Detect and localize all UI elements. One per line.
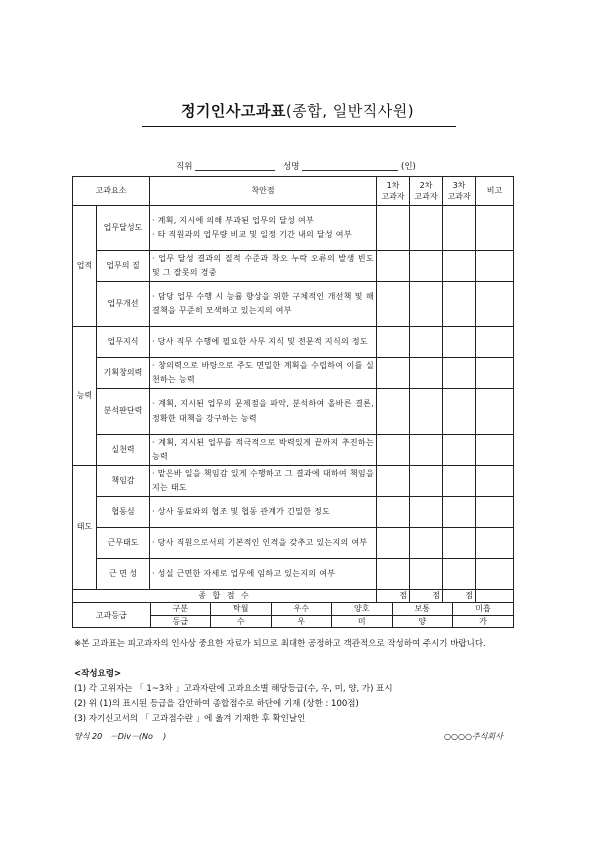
table-header-row: [73, 177, 514, 206]
total-row: [73, 590, 514, 603]
rater1-grade-cell[interactable]: [377, 497, 410, 528]
rater3-grade-cell[interactable]: [443, 251, 476, 282]
rater3-grade-cell[interactable]: [443, 358, 476, 389]
category-cell: 능력: [73, 327, 97, 466]
element-name: 책임감: [97, 466, 150, 497]
guide-item: (1) 각 고위자는 「 1~3차 」고과자란에 고과요소별 해당등급(수, 우, 미, 양, 가) 표시: [74, 684, 393, 694]
remarks-cell[interactable]: [476, 528, 514, 559]
header-rater3: 3차 고과자: [443, 177, 476, 206]
rater2-grade-cell[interactable]: [410, 282, 443, 327]
rater2-grade-cell[interactable]: [410, 327, 443, 358]
name-field[interactable]: [302, 161, 398, 171]
criteria-text: · 상사 동료와의 협조 및 협동 관계가 긴밀한 정도: [150, 497, 377, 528]
criteria-text: · 창의력으로 바탕으로 주도 면밀한 계획을 수립하여 이를 실천하는 능력: [150, 358, 377, 389]
total-score-rater1[interactable]: 점: [377, 590, 410, 603]
rater3-grade-cell[interactable]: [443, 497, 476, 528]
rater2-grade-cell[interactable]: [410, 528, 443, 559]
remarks-cell[interactable]: [476, 206, 514, 251]
remarks-cell[interactable]: [476, 389, 514, 435]
element-name: 업무지식: [97, 327, 150, 358]
criteria-row: [73, 559, 514, 590]
grade-level: 양호: [332, 603, 393, 615]
grade-level: 우수: [271, 603, 332, 615]
grade-value: 우: [271, 615, 332, 627]
rater1-grade-cell[interactable]: [377, 466, 410, 497]
grade-level: 미흡: [453, 603, 514, 615]
title-underline: [142, 126, 456, 127]
element-name: 기획창의력: [97, 358, 150, 389]
rater1-grade-cell[interactable]: [377, 358, 410, 389]
total-label: 종 합 점 수: [73, 590, 377, 603]
header-rater1: 1차 고과자: [377, 177, 410, 206]
grade-grade-header: 등급: [150, 615, 211, 627]
criteria-text: · 맡은바 일을 책임감 있게 수행하고 그 결과에 대하여 책임을 지는 태도: [150, 466, 377, 497]
element-name: 분석판단력: [97, 389, 150, 435]
rater2-grade-cell[interactable]: [410, 497, 443, 528]
page-title: [0, 100, 595, 121]
criteria-row: [73, 251, 514, 282]
criteria-row: [73, 528, 514, 559]
rater1-grade-cell[interactable]: [377, 206, 410, 251]
rater1-grade-cell[interactable]: [377, 389, 410, 435]
criteria-text: · 계획, 지시된 업무를 적극적으로 박력있게 끝까지 추진하는 능력: [150, 435, 377, 466]
rater2-grade-cell[interactable]: [410, 466, 443, 497]
grade-table-cell: [73, 603, 514, 628]
rater3-grade-cell[interactable]: [443, 466, 476, 497]
total-remarks[interactable]: [476, 590, 514, 603]
rater2-grade-cell[interactable]: [410, 389, 443, 435]
evaluation-table: [72, 176, 514, 628]
rater1-grade-cell[interactable]: [377, 327, 410, 358]
rater3-grade-cell[interactable]: [443, 528, 476, 559]
criteria-text: · 계획, 지시에 의해 부과된 업무의 달성 여부 · 타 직원과의 업무량 비교 및 일정 기간 내의 달성 여부: [150, 206, 377, 251]
criteria-row: [73, 389, 514, 435]
grade-level: 보통: [392, 603, 453, 615]
title-sub: (종합, 일반직사원): [285, 102, 415, 120]
rater2-grade-cell[interactable]: [410, 559, 443, 590]
remarks-cell[interactable]: [476, 251, 514, 282]
element-name: 업무달성도: [97, 206, 150, 251]
criteria-text: · 당사 직무 수행에 필요한 사무 지식 및 전문적 지식의 정도: [150, 327, 377, 358]
criteria-text: · 당사 직원으로서의 기본적인 인격을 갖추고 있는지의 여부: [150, 528, 377, 559]
rater3-grade-cell[interactable]: [443, 559, 476, 590]
seal-label: (인): [401, 162, 416, 172]
total-score-rater3[interactable]: 점: [443, 590, 476, 603]
rater3-grade-cell[interactable]: [443, 282, 476, 327]
grade-value: 미: [332, 615, 393, 627]
element-name: 업무의 질: [97, 251, 150, 282]
title-main: 정기인사고과표: [180, 102, 286, 120]
rater2-grade-cell[interactable]: [410, 206, 443, 251]
name-label: 성명: [283, 162, 300, 172]
grade-value: 가: [479, 616, 487, 626]
header-remarks: 비고: [476, 177, 514, 206]
grade-table-row: [73, 603, 514, 628]
grade-value: 양: [392, 615, 453, 627]
header-element: 고과요소: [73, 177, 150, 206]
criteria-row: [73, 206, 514, 251]
element-name: 협동심: [97, 497, 150, 528]
criteria-row: [73, 282, 514, 327]
criteria-row: [73, 497, 514, 528]
position-field[interactable]: [195, 161, 275, 171]
header-focus: 착안점: [150, 177, 377, 206]
guide-item: (3) 자기신고서의 「 고과점수란 」에 옮겨 기재한 후 확인날인: [74, 714, 306, 724]
grade-label: 고과등급: [73, 603, 150, 627]
rater2-grade-cell[interactable]: [410, 435, 443, 466]
total-score-rater2[interactable]: 점: [410, 590, 443, 603]
remarks-cell[interactable]: [476, 358, 514, 389]
position-label: 직위: [176, 162, 193, 172]
remarks-cell[interactable]: [476, 559, 514, 590]
remarks-cell[interactable]: [476, 327, 514, 358]
criteria-text: · 담당 업무 수행 시 능률 향상을 위한 구체적인 개선책 및 해결책을 꾸준히 모색하고 있는지의 여부: [150, 282, 377, 327]
grade-table: [73, 603, 513, 627]
criteria-row: [73, 327, 514, 358]
grade-level: 탁월: [211, 603, 272, 615]
company-name: ○○○○주식회사: [444, 732, 503, 741]
guide-title: <작성요령>: [74, 669, 122, 679]
remarks-cell[interactable]: [476, 497, 514, 528]
rater3-grade-cell[interactable]: [443, 206, 476, 251]
element-name: 업무개선: [97, 282, 150, 327]
rater1-grade-cell[interactable]: [377, 282, 410, 327]
remarks-cell[interactable]: [476, 282, 514, 327]
criteria-text: · 계획, 지시된 업무의 문제점을 파악, 분석하여 올바른 결론, 정확한 대책을 강구하는 능력: [150, 389, 377, 435]
rater1-grade-cell[interactable]: [377, 251, 410, 282]
element-name: 실천력: [97, 435, 150, 466]
rater2-grade-cell[interactable]: [410, 251, 443, 282]
element-name: 근무태도: [97, 528, 150, 559]
warning-note: ※본 고과표는 피고과자의 인사상 중요한 자료가 되므로 최대한 공정하고 객관적으로 작성하여 주시기 바랍니다.: [74, 639, 486, 649]
header-rater2: 2차 고과자: [410, 177, 443, 206]
grade-level-header: 구분: [150, 603, 211, 615]
rater1-grade-cell[interactable]: [377, 528, 410, 559]
rater3-grade-cell[interactable]: [443, 389, 476, 435]
rater2-grade-cell[interactable]: [410, 358, 443, 389]
element-name: 근 면 성: [97, 559, 150, 590]
rater3-grade-cell[interactable]: [443, 327, 476, 358]
rater1-grade-cell[interactable]: [377, 435, 410, 466]
category-cell: 태도: [73, 466, 97, 590]
remarks-cell[interactable]: [476, 435, 514, 466]
form-number: 양식 20 －Div－(No ): [74, 732, 167, 741]
remarks-cell[interactable]: [476, 466, 514, 497]
criteria-text: · 업무 달성 결과의 질적 수준과 착오 누락 오류의 발생 빈도 및 그 잘못의 경중: [150, 251, 377, 282]
rater3-grade-cell[interactable]: [443, 435, 476, 466]
criteria-row: [73, 435, 514, 466]
rater1-grade-cell[interactable]: [377, 559, 410, 590]
criteria-text: · 성실 근면한 자세로 업무에 임하고 있는지의 여부: [150, 559, 377, 590]
guide-item: (2) 위 (1)의 표시된 등급을 감안하여 종합점수로 하단에 기재 (상한 : 100점): [74, 699, 359, 709]
category-cell: 업적: [73, 206, 97, 327]
criteria-row: [73, 466, 514, 497]
grade-value: 수: [211, 615, 272, 627]
criteria-row: [73, 358, 514, 389]
